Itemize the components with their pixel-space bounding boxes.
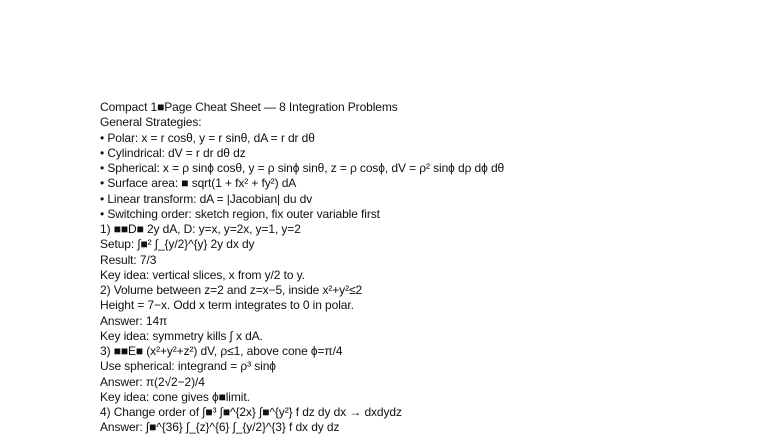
sheet-line: • Cylindrical: dV = r dr dθ dz xyxy=(100,145,246,160)
sheet-line: Setup: ∫■² ∫_{y/2}^{y} 2y dx dy xyxy=(100,237,255,252)
sheet-line: • Linear transform: dA = |Jacobian| du dv xyxy=(100,191,313,206)
sheet-line: Height = 7−x. Odd x term integrates to 0 in polar. xyxy=(100,298,354,313)
sheet-line: General Strategies: xyxy=(100,115,202,130)
sheet-line: 4) Change order of ∫■³ ∫■^{2x} ∫■^{y²} f dz dy dx → dxdydz xyxy=(100,405,402,419)
sheet-line: Key idea: symmetry kills ∫ x dA. xyxy=(100,328,263,343)
sheet-line: Key idea: vertical slices, x from y/2 to y. xyxy=(100,267,305,282)
sheet-line: Answer: ∫■^{36} ∫_{z}^{6} ∫_{y/2}^{3} f dx dy dz xyxy=(100,420,340,435)
sheet-line: 1) ■■D■ 2y dA, D: y=x, y=2x, y=1, y=2 xyxy=(100,222,301,236)
sheet-line: • Surface area: ■ sqrt(1 + fx² + fy²) dA xyxy=(100,176,297,191)
sheet-line: Result: 7/3 xyxy=(100,252,157,267)
sheet-line: Use spherical: integrand = ρ³ sinϕ xyxy=(100,359,276,374)
sheet-line: 2) Volume between z=2 and z=x−5, inside x²+y²≤2 xyxy=(100,283,363,297)
sheet-line: Key idea: cone gives ϕ■limit. xyxy=(100,389,250,404)
sheet-line: Answer: 14π xyxy=(100,313,168,328)
sheet-line: 3) ■■E■ (x²+y²+z²) dV, ρ≤1, above cone ϕ=π/4 xyxy=(100,344,343,358)
sheet-line: Answer: π(2√2−2)/4 xyxy=(100,374,205,389)
cheat-sheet xyxy=(100,100,770,436)
sheet-line: • Switching order: sketch region, fix outer variable first xyxy=(100,206,380,221)
sheet-title: Compact 1■Page Cheat Sheet — 8 Integration Problems xyxy=(100,100,398,114)
sheet-line: • Spherical: x = ρ sinϕ cosθ, y = ρ sinϕ sinθ, z = ρ cosϕ, dV = ρ² sinϕ dρ dϕ dθ xyxy=(100,161,505,175)
sheet-line: • Polar: x = r cosθ, y = r sinθ, dA = r dr dθ xyxy=(100,130,315,145)
